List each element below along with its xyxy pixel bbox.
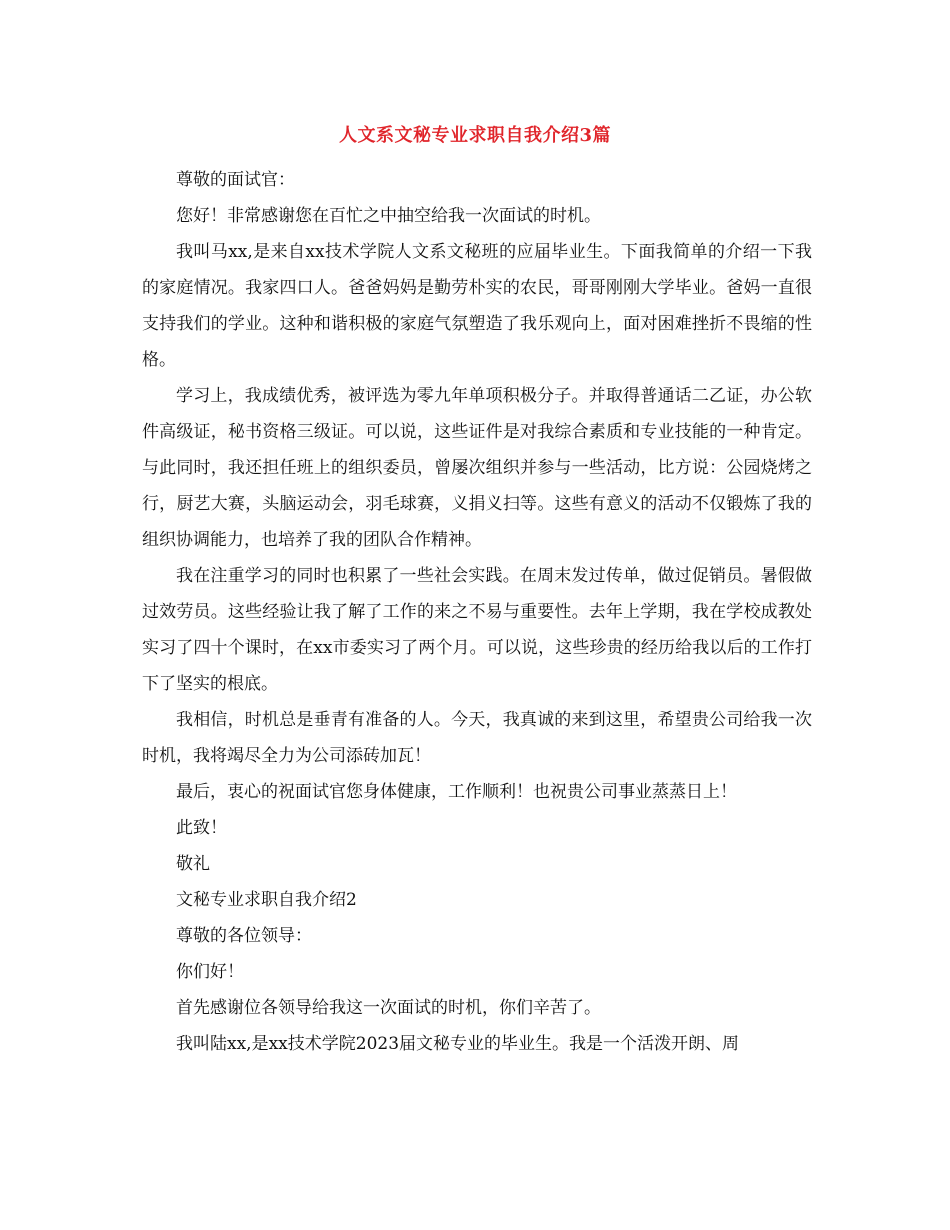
closing-respect: 此致！ <box>176 818 227 838</box>
paragraph-thanks-2: 首先感谢位各领导给我这一次面试的时机，你们辛苦了。 <box>176 998 601 1018</box>
paragraph-intro-2: 我叫陆xx,是xx技术学院2023届文秘专业的毕业生。我是一个活泼开朗、周 <box>176 1034 740 1054</box>
greeting: 您好！非常感谢您在百忙之中抽空给我一次面试的时机。 <box>176 206 601 226</box>
paragraph-family: 我叫马xx,是来自xx技术学院人文系文秘班的应届毕业生。下面我简单的介绍一下我的家庭情况。我家四口人。爸爸妈妈是勤劳朴实的农民，哥哥刚刚大学毕业。爸妈一直很支持我们的学业。这种和谐积极的家庭气氛塑造了我乐观向上，面对困难挫折不畏缩的性格。 <box>142 242 812 370</box>
document-body <box>142 162 812 1062</box>
salutation: 尊敬的面试官： <box>176 170 295 190</box>
closing-salute: 敬礼 <box>176 854 210 874</box>
salutation-2: 尊敬的各位领导： <box>176 926 312 946</box>
paragraph-belief: 我相信，时机总是垂青有准备的人。今天，我真诚的来到这里，希望贵公司给我一次时机，我将竭尽全力为公司添砖加瓦！ <box>142 710 812 766</box>
document-title: 人文系文秘专业求职自我介绍3篇 <box>338 125 612 146</box>
paragraph-practice: 我在注重学习的同时也积累了一些社会实践。在周末发过传单，做过促销员。暑假做过效劳员。这些经验让我了解了工作的来之不易与重要性。去年上学期，我在学校成教处实习了四十个课时，在xx市委实习了两个月。可以说，这些珍贵的经历给我以后的工作打下了坚实的根底。 <box>142 566 812 694</box>
section-heading-2: 文秘专业求职自我介绍2 <box>176 890 357 910</box>
paragraph-study: 学习上，我成绩优秀，被评选为零九年单项积极分子。并取得普通话二乙证，办公软件高级证，秘书资格三级证。可以说，这些证件是对我综合素质和专业技能的一种肯定。与此同时，我还担任班上的组织委员，曾屡次组织并参与一些活动，比方说：公园烧烤之行，厨艺大赛，头脑运动会，羽毛球赛，义捐义扫等。这些有意义的活动不仅锻炼了我的组织协调能力，也培养了我的团队合作精神。 <box>142 386 812 550</box>
paragraph-closing: 最后，衷心的祝面试官您身体健康，工作顺利！也祝贵公司事业蒸蒸日上！ <box>176 782 737 802</box>
greeting-2: 你们好！ <box>176 962 244 982</box>
